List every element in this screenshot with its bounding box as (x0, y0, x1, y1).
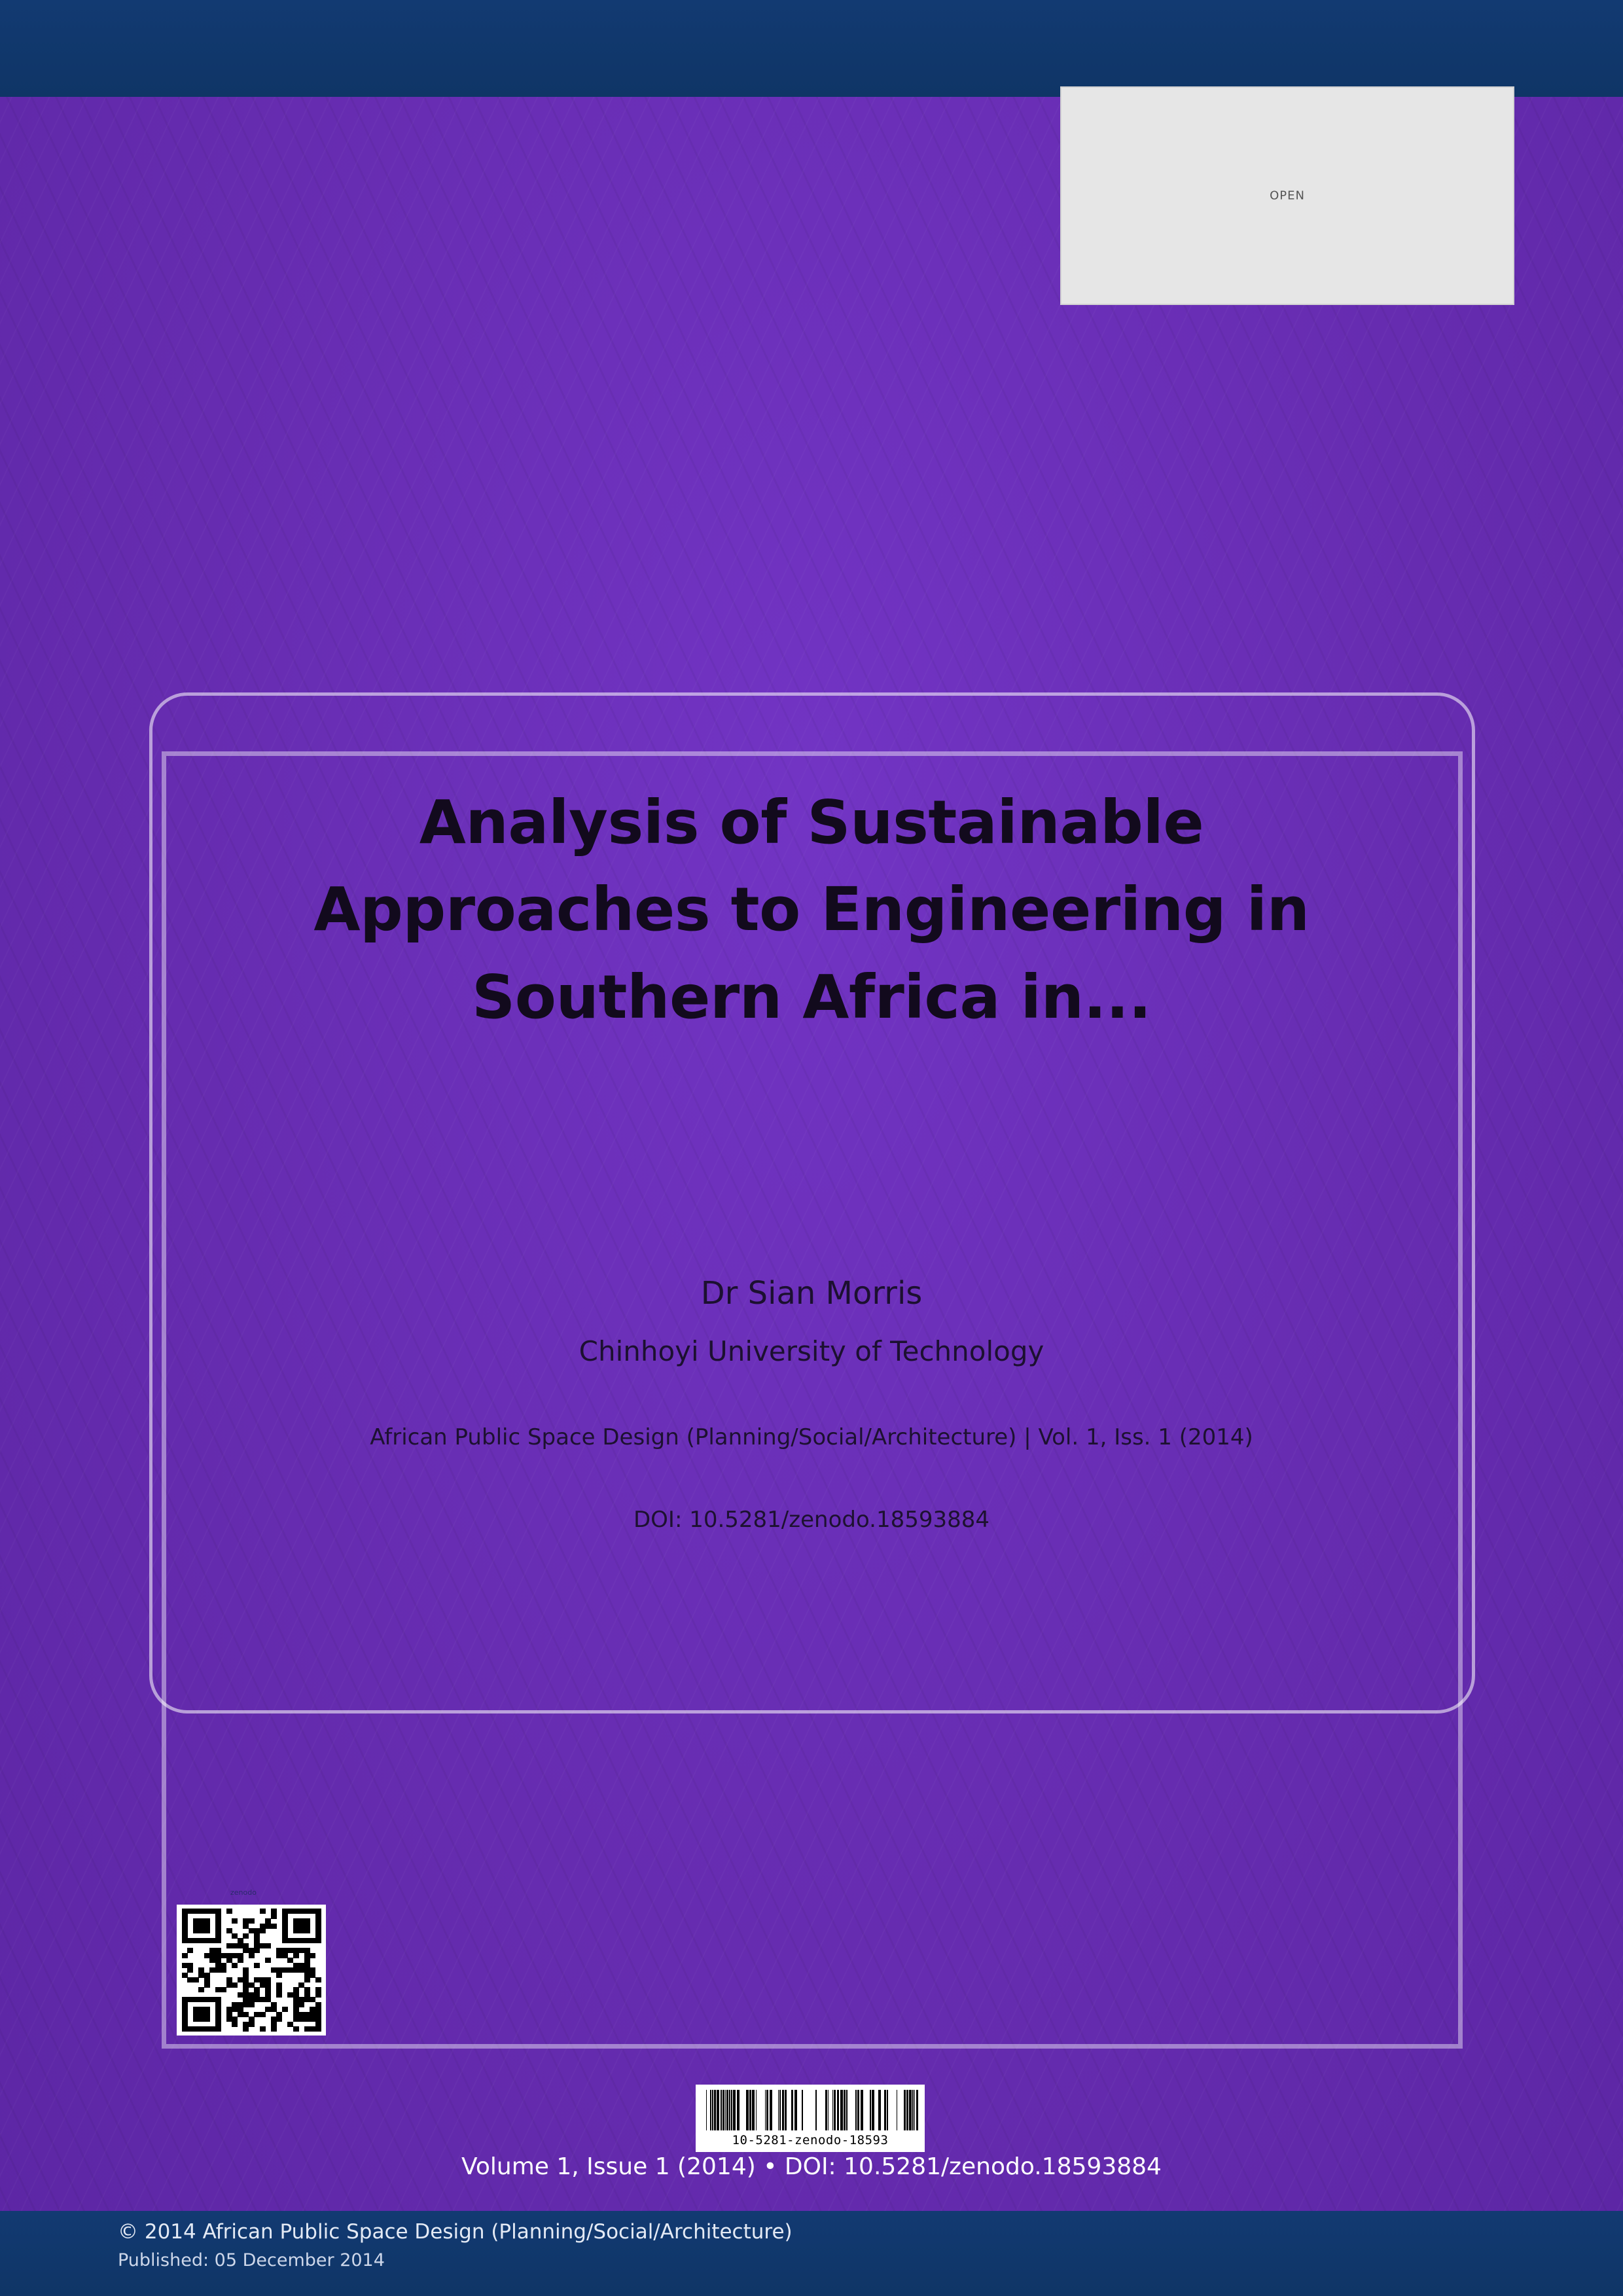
footer-citation: Volume 1, Issue 1 (2014) • DOI: 10.5281/zenodo.18593884 (461, 2153, 1162, 2180)
paper-doi: DOI: 10.5281/zenodo.18593884 (633, 1507, 990, 1533)
qr-code[interactable] (177, 1905, 326, 2036)
footer-copyright: © 2014 African Public Space Design (Planning/Social/Architecture) (118, 2220, 793, 2244)
paper-author: Dr Sian Morris (700, 1275, 923, 1312)
open-access-badge (1060, 86, 1514, 305)
qr-modules (182, 1909, 321, 2032)
paper-title: Analysis of Sustainable Approaches to Engineering in Southern Africa in... (313, 787, 1310, 1032)
header-band (0, 0, 1623, 97)
paper-affiliation: Chinhoyi University of Technology (579, 1335, 1044, 1367)
open-access-label: OPEN (1270, 188, 1305, 203)
barcode-value: 10-5281-zenodo-18593 (732, 2133, 889, 2147)
qr-caption: zenodo (230, 1888, 257, 1897)
barcode-bars (704, 2090, 917, 2130)
footer-published-date: Published: 05 December 2014 (118, 2250, 385, 2270)
paper-source-line: African Public Space Design (Planning/Social/Architecture) | Vol. 1, Iss. 1 (2014) (370, 1424, 1253, 1450)
barcode (696, 2085, 925, 2152)
